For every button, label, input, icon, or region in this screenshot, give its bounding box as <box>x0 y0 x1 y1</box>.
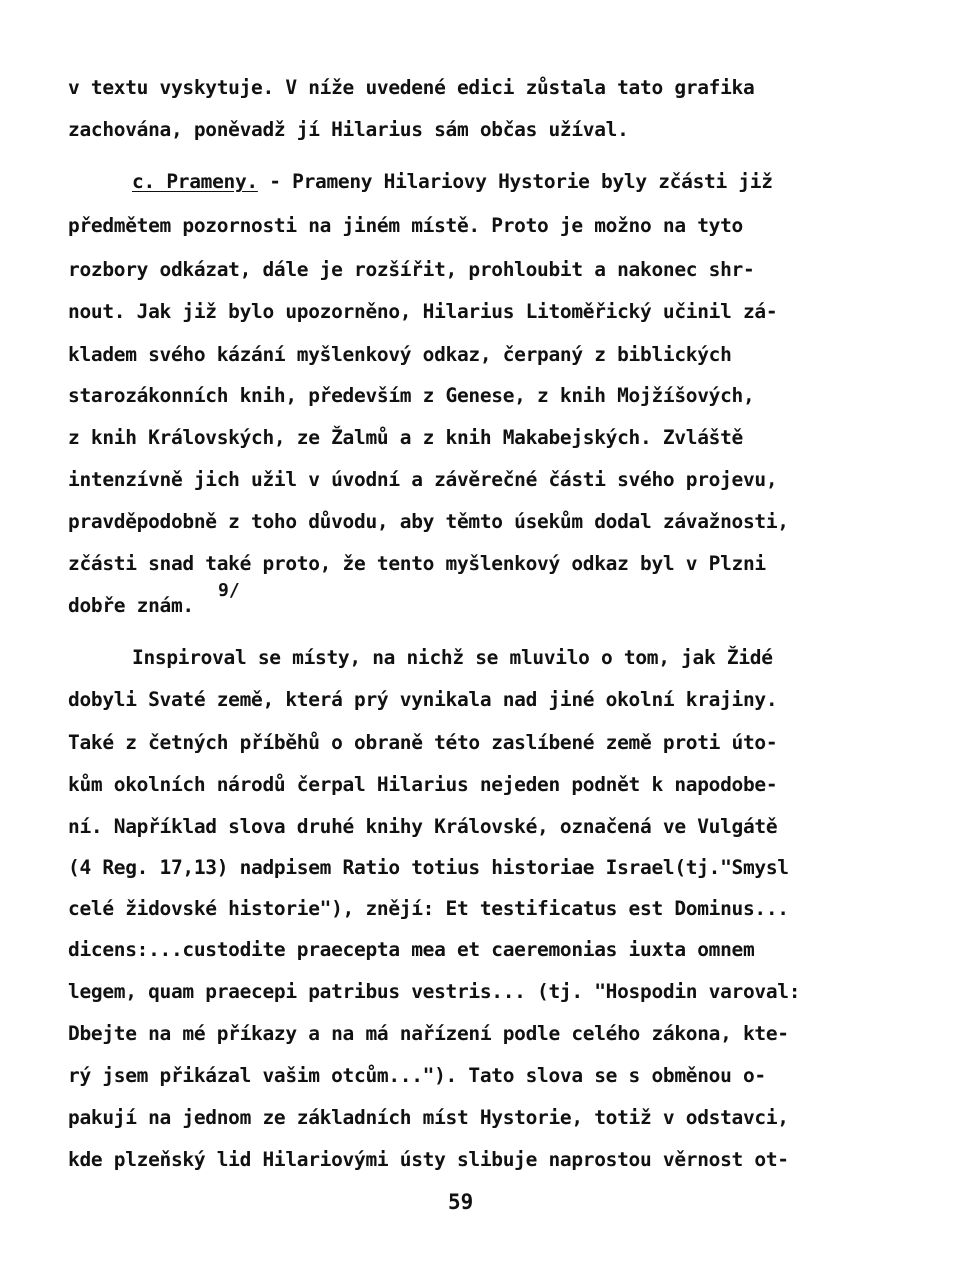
text-line: rozbory odkázat, dále je rozšířit, prohloubit a nakonec shr- <box>68 258 755 281</box>
text-line: nout. Jak již bylo upozorněno, Hilarius Litoměřický učinil zá- <box>68 300 778 323</box>
footnote-marker: 9/ <box>218 580 240 601</box>
text-line: ní. Například slova druhé knihy Královské, označená ve Vulgátě <box>68 815 778 838</box>
text-line: kům okolních národů čerpal Hilarius nejeden podnět k napodobe- <box>68 773 778 796</box>
text-line: Také z četných příběhů o obraně této zaslíbené země proti úto- <box>68 731 778 754</box>
text-line: předmětem pozornosti na jiném místě. Proto je možno na tyto <box>68 214 743 237</box>
text-line: zčásti snad také proto, že tento myšlenkový odkaz byl v Plzni <box>68 552 766 575</box>
text-line: dobyli Svaté země, která prý vynikala nad jiné okolní krajiny. <box>68 688 778 711</box>
text-line: v textu vyskytuje. V níže uvedené edici zůstala tato grafika <box>68 76 755 99</box>
text-line: celé židovské historie"), znějí: Et testificatus est Dominus... <box>68 897 789 920</box>
page-number: 59 <box>448 1190 474 1214</box>
text-line: kladem svého kázání myšlenkový odkaz, čerpaný z biblických <box>68 343 732 366</box>
text-line: kde plzeňský lid Hilariovými ústy slibuje naprostou věrnost ot- <box>68 1148 789 1171</box>
text-line: zachována, poněvadž jí Hilarius sám občas užíval. <box>68 118 629 141</box>
text-line: pravděpodobně z toho důvodu, aby těmto úsekům dodal závažnosti, <box>68 510 789 533</box>
text-line <box>132 170 773 194</box>
text-line: rý jsem přikázal vašim otcům..."). Tato slova se s obměnou o- <box>68 1064 766 1087</box>
text-line: Inspiroval se místy, na nichž se mluvilo o tom, jak Židé <box>132 646 773 669</box>
text-line: starozákonních knih, především z Genese, z knih Mojžíšových, <box>68 384 755 407</box>
text-line: dobře znám. <box>68 594 194 617</box>
section-heading: c. Prameny. <box>132 170 258 193</box>
text-line: Dbejte na mé příkazy a na má nařízení podle celého zákona, kte- <box>68 1022 789 1045</box>
text-line: legem, quam praecepi patribus vestris... (tj. "Hospodin varoval: <box>68 980 801 1003</box>
text-line: pakují na jednom ze základních míst Hystorie, totiž v odstavci, <box>68 1106 789 1129</box>
text-span: - Prameny Hilariovy Hystorie byly zčásti již <box>257 170 773 193</box>
text-line: intenzívně jich užil v úvodní a závěrečné části svého projevu, <box>68 468 778 491</box>
text-line: z knih Královských, ze Žalmů a z knih Makabejských. Zvláště <box>68 426 743 449</box>
text-line: dicens:...custodite praecepta mea et caeremonias iuxta omnem <box>68 938 755 961</box>
text-line: (4 Reg. 17,13) nadpisem Ratio totius historiae Israel(tj."Smysl <box>68 856 789 879</box>
